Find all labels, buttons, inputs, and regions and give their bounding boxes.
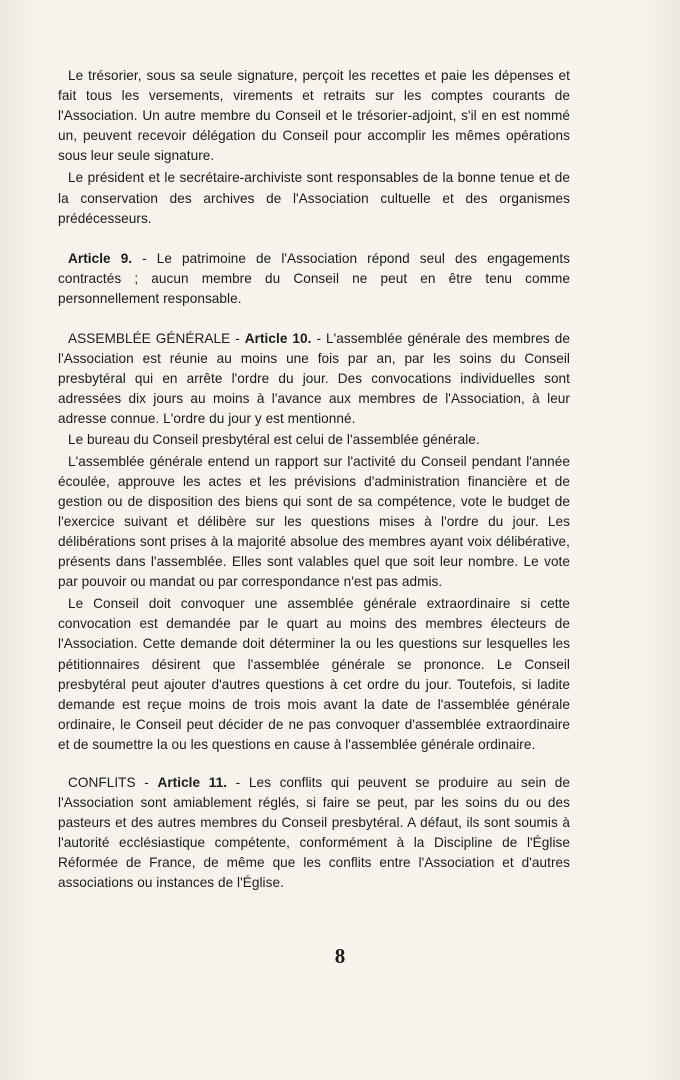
paragraph-text: - Le patrimoine de l'Association répond seul des engagements contractés ; aucun membre du Conseil ne peut en être tenu comme personnellement responsable.	[58, 250, 571, 306]
paragraph-president	[58, 168, 570, 228]
paragraph-tresorier	[58, 66, 570, 166]
paragraph-text: - L'assemblée générale des membres de l'Association est réunie au moins une fois par an, par les soins du Conseil presbytéral qui en arrête l'ordre du jour. Des convocations individuelles sont adressées dix jours au moins à l'avance aux membres de l'Association, à leur adresse connue. L'ordre du jour y est mentionné.	[58, 331, 570, 427]
section-prefix: ASSEMBLÉE GÉNÉRALE -	[68, 331, 245, 347]
paragraph-text: Le président et le secrétaire-archiviste sont responsables de la bonne tenue et de la conservation des archives de l'Association cultuelle et des organismes prédécesseurs.	[58, 170, 570, 226]
paragraph-bureau	[58, 430, 570, 450]
paragraph-article-11	[58, 773, 570, 894]
paragraph-article-9	[58, 249, 570, 309]
article-heading: Article 9.	[68, 250, 133, 266]
paragraph-article-10	[58, 329, 570, 429]
paragraph-text: Le Conseil doit convoquer une assemblée générale extraordinaire si cette convocation est demandée par le quart au moins des membres électeurs de l'Association. Cette demande doit déterminer la ou les questions sur lesquelles les pétitionnaires désirent que l'assemblée générale se prononce. Le Conseil presbytéral peut ajouter d'autres questions à cet ordre du jour. Toutefois, si ladite demande est reçue moins de trois mois avant la date de l'assemblée générale ordinaire, le Conseil peut décider de ne pas convoquer d'assemblée extraordinaire et de soumettre la ou les questions en cause à l'assemblée générale ordinaire.	[58, 596, 570, 752]
paragraph-text: Le bureau du Conseil presbytéral est celui de l'assemblée générale.	[68, 431, 480, 447]
article-heading: Article 11.	[157, 775, 228, 790]
page-number: 8	[334, 944, 346, 968]
paragraph-assemblee-extraordinaire	[58, 594, 570, 755]
article-heading: Article 10.	[244, 331, 312, 347]
paragraph-assemblee-rapport	[58, 452, 570, 593]
section-prefix: CONFLITS -	[68, 775, 158, 790]
document-body	[58, 66, 570, 894]
paragraph-text: L'assemblée générale entend un rapport sur l'activité du Conseil pendant l'année écoulée, approuve les actes et les prévisions d'administration financière et de gestion ou de disposition des biens qui sont de sa compétence, vote le budget de l'exercice suivant et délibère sur les questions mises à l'ordre du jour. Les délibérations sont prises à la majorité absolue des membres ayant voix délibérative, présents dans l'assemblée. Elles sont valables quel que soit leur nombre. Le vote par pouvoir ou mandat ou par correspondance n'est pas admis.	[58, 453, 570, 590]
paragraph-text: Le trésorier, sous sa seule signature, perçoit les recettes et paie les dépenses et fait tous les versements, virements et retraits sur les comptes courants de l'Association. Un autre membre du Conseil et le trésorier-adjoint, s'il en est nommé un, peuvent recevoir délégation du Conseil pour accomplir les mêmes opérations sous leur seule signature.	[58, 68, 570, 164]
paragraph-text: - Les conflits qui peuvent se produire au sein de l'Association sont amiablement réglés, si faire se peut, par les soins du ou des pasteurs et des autres membres du Conseil presbytéral. A défaut, ils sont soumis à l'autorité ecclésiastique compétente, conformément à la Discipline de l'Église Réformée de France, de même que les conflits entre l'Association et d'autres associations ou instances de l'Église.	[58, 775, 570, 891]
